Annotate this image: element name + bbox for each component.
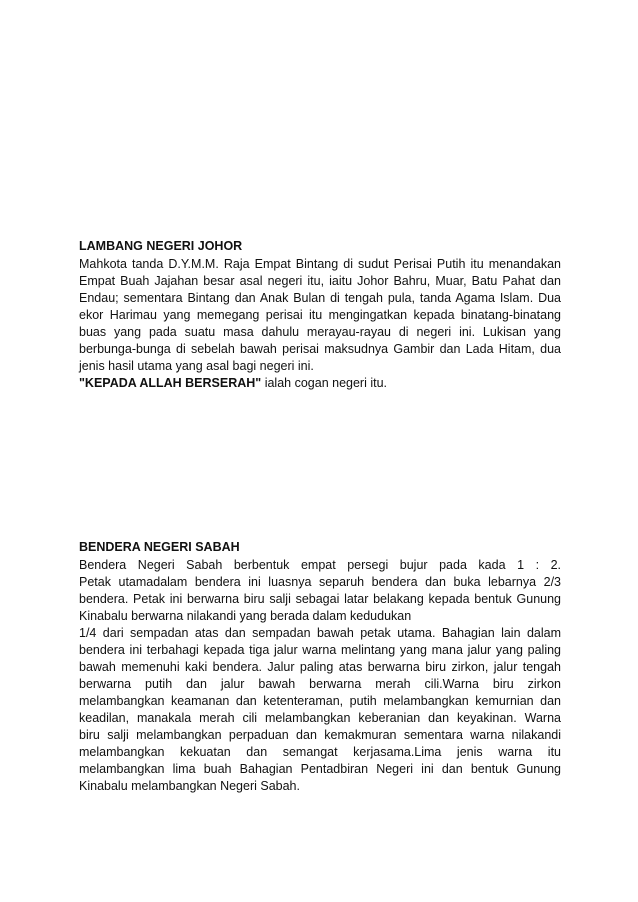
sabah-line: 1/4 dari sempadan atas dan sempadan bawah petak utama. Bahagian lain dalam [79, 626, 561, 640]
sabah-line: melambangkan kekuatan dan semangat kerjasama.Lima jenis warna itu [79, 745, 561, 759]
sabah-heading: BENDERA NEGERI SABAH [79, 540, 240, 554]
johor-line: jenis hasil utama yang asal bagi negeri ini. [79, 359, 314, 373]
johor-line: buas yang pada suatu masa dahulu merayau-rayau di negeri ini. Lukisan yang [79, 325, 561, 339]
sabah-line: melambangkan lima buah Bahagian Pentadbiran Negeri ini dan bentuk Gunung [79, 762, 561, 776]
johor-line: Mahkota tanda D.Y.M.M. Raja Empat Bintang di sudut Perisai Putih itu menandakan [79, 257, 561, 271]
johor-motto-quote: "KEPADA ALLAH BERSERAH" [79, 376, 262, 390]
johor-section [79, 238, 561, 392]
johor-line: berbunga-bunga di sebelah bawah perisai maksudnya Gambir dan Lada Hitam, dua [79, 342, 561, 356]
sabah-line: Kinabalu berwarna nilakandi yang berada dalam kedudukan [79, 609, 412, 623]
johor-heading: LAMBANG NEGERI JOHOR [79, 239, 243, 253]
sabah-line: biru salji melambangkan perpaduan dan kemakmuran sementara warna nilakandi [79, 728, 561, 742]
sabah-section [79, 539, 561, 795]
johor-line: Endau; sementara Bintang dan Anak Bulan di tengah pula, tanda Agama Islam. Dua [79, 291, 561, 305]
sabah-line: Petak utamadalam bendera ini luasnya separuh bendera dan buka lebarnya 2/3 [79, 575, 561, 589]
sabah-line: melambangkan keamanan dan ketenteraman, putih melambangkan kemurnian dan [79, 694, 561, 708]
sabah-line: keadilan, manakala merah cili melambangkan keberanian dan keyakinan. Warna [79, 711, 561, 725]
johor-motto-rest: ialah cogan negeri itu. [261, 376, 388, 390]
johor-line: ekor Harimau yang memegang perisai itu mengingatkan kepada binatang-binatang [79, 308, 561, 322]
sabah-line: bendera. Petak ini berwarna biru salji sebagai latar belakang kepada bentuk Gunung [79, 592, 561, 606]
sabah-line: berwarna putih dan jalur bawah berwarna merah cili.Warna biru zirkon [79, 677, 561, 691]
johor-motto-line [79, 375, 561, 392]
johor-line: Empat Buah Jajahan besar asal negeri itu, iaitu Johor Bahru, Muar, Batu Pahat dan [79, 274, 561, 288]
sabah-line: Kinabalu melambangkan Negeri Sabah. [79, 779, 300, 793]
sabah-line: bendera ini terbahagi kepada tiga jalur warna melintang yang mana jalur yang paling [79, 643, 561, 657]
sabah-line: Bendera Negeri Sabah berbentuk empat persegi bujur pada kada 1 : 2. [79, 558, 561, 572]
sabah-line: bawah memenuhi kaki bendera. Jalur paling atas berwarna biru zirkon, jalur tengah [79, 660, 561, 674]
